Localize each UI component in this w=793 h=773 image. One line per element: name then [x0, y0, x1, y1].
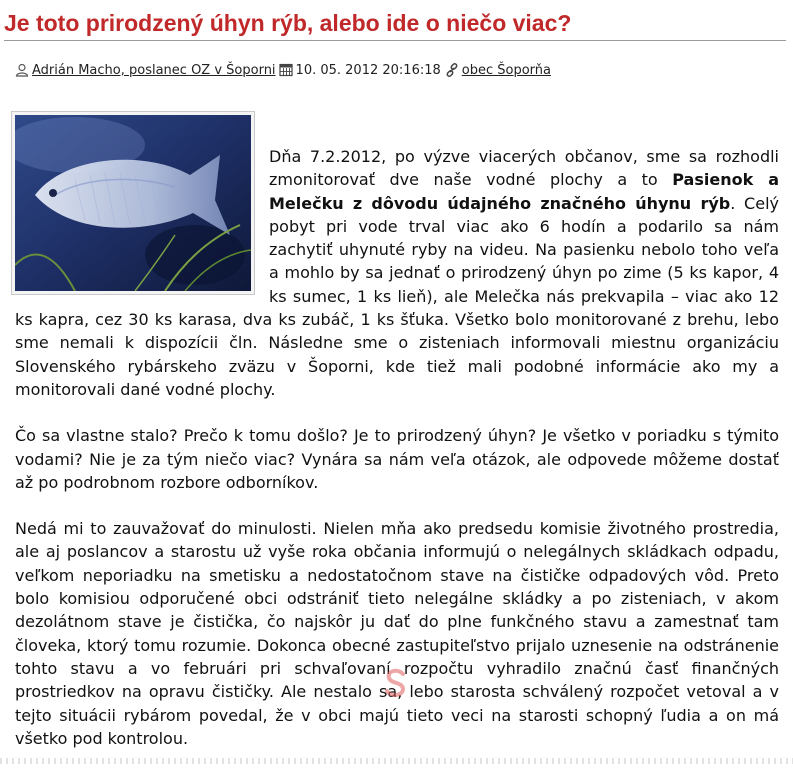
calendar-icon: [279, 63, 293, 77]
title-divider: [4, 40, 786, 41]
author-link[interactable]: Adrián Macho, poslanec OZ v Šoporni: [32, 62, 276, 78]
paragraph-1: Dňa 7.2.2012, po výzve viacerých občanov, sme sa rozhodli zmonitorovať dve naše vodné plochy a to Pasienok a Melečku z dôvodu údajného značného úhynu rýb. Celý pobyt pri vode trval viac ako 6 hodín a podarilo sa nám zachytiť uhynuté ryby na videu. Na pasienku nebolo toho veľa a mohlo by sa jednať o prirodzený úhyn po zime (5 ks kapor, 4 ks sumec, 1 ks lieň), ale Melečka nás prekvapila – viac ako 12 ks kapra, cez 30 ks karasa, dva ks zubáč, 1 ks šťuka. Všetko bolo monitorované z brehu, lebo sme nemali k dispozícii čln. Následne sme o zisteniach informovali miestnu organizáciu Slovenského rybárskeho zväzu v Šoporni, kde tiež mali podobné informácie ako my a monitorovali dané vodné plochy.: [15, 147, 780, 399]
article-title: Je toto prirodzený úhyn rýb, alebo ide o niečo viac?: [4, 10, 572, 36]
watermark-logo: [383, 668, 409, 698]
bottom-border: [0, 758, 793, 764]
publish-date: 10. 05. 2012 20:16:18: [295, 62, 441, 78]
dead-fish-image: [15, 115, 251, 291]
paragraph-3: Nedá mi to zauvažovať do minulosti. Nielen mňa ako predsedu komisie životného prostredia, ale aj poslancov a starostu už vyše roka občania informujú o nelegálnych skládkach odpadu, veľkom neporiadku na smetisku a nedostatočnom stave na čističke odpadových vôd. Preto bolo komisiou odporučené obci odstrániť tieto nelegálne skládky a po zisteniach, v akom dezolátnom stave je čistička, čo najskôr ju dať do plne funkčného stavu a zamestnať tam človeka, ktorý tomu rozumie. Dokonca obecné zastupiteľstvo prijalo uznesenie na odstránenie tohto stavu a vo februári pri schvaľovaní rozpočtu vyhradilo značnú časť finančných prostriedkov na opravu čističky. Ale nestalo sa, lebo starosta schválený rozpočet vetoval a v tejto situácii rybárom povedal, že v obci majú tieto veci na starosti schopný ľudia a on má všetko pod kontrolou.: [15, 519, 779, 748]
article-meta: [15, 60, 551, 80]
user-icon: [15, 63, 29, 77]
highlighted-text: Pasienok a Melečku z dôvodu údajného značného úhynu rýb: [269, 170, 780, 213]
link-icon: [445, 63, 459, 77]
article-photo: [11, 111, 255, 295]
paragraph-2: Čo sa vlastne stalo? Prečo k tomu došlo? Je to prirodzený úhyn? Je všetko v poriadku s týmito vodami? Nie je za tým niečo viac? Vynára sa nám veľa otázok, ale odpovede môžeme dostať až po podrobnom rozbore odborníkov.: [15, 426, 779, 492]
category-link[interactable]: obec Šoporňa: [461, 62, 551, 78]
